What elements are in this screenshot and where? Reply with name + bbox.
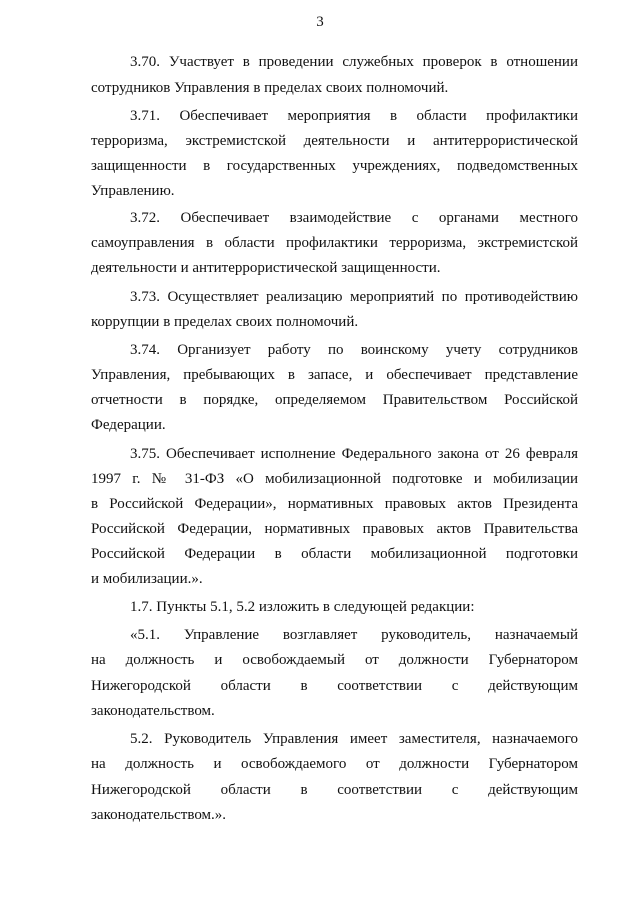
text-line: Нижегородской области в соответствии с действующим (91, 782, 578, 798)
text-line: и мобилизации.». (91, 571, 203, 587)
text-line: 1997 г. № 31-ФЗ «О мобилизационной подготовке и мобилизации (91, 471, 578, 487)
text-line: деятельности и антитеррористической защищенности. (91, 260, 441, 276)
text-line: 3.72. Обеспечивает взаимодействие с органами местного (130, 210, 578, 226)
text-line: законодательством.». (91, 807, 227, 823)
text-line: 3.75. Обеспечивает исполнение Федерального закона от 26 февраля (130, 446, 578, 462)
text-line: Управления, пребывающих в запасе, и обеспечивает представление (91, 367, 578, 383)
text-line: Российской Федерации, нормативных правовых актов Правительства (91, 521, 578, 537)
text-line: отчетности в порядке, определяемом Правительством Российской (91, 392, 578, 408)
text-line: на должность и освобождаемый от должности Губернатором (91, 652, 578, 668)
text-line: 3.73. Осуществляет реализацию мероприятий по противодействию (130, 289, 578, 305)
text-line: Российской Федерации в области мобилизационной подготовки (91, 546, 578, 562)
text-line: Нижегородской области в соответствии с действующим (91, 678, 578, 694)
text-line: Федерации. (91, 417, 166, 433)
text-line: защищенности в государственных учреждениях, подведомственных (91, 158, 578, 174)
page-number: 3 (316, 14, 324, 30)
text-line: на должность и освобождаемого от должности Губернатором (91, 756, 578, 772)
text-line: 3.71. Обеспечивает мероприятия в области профилактики (130, 108, 578, 124)
text-line: терроризма, экстремистской деятельности и антитеррористической (91, 133, 578, 149)
text-line: коррупции в пределах своих полномочий. (91, 314, 359, 330)
text-line: 3.70. Участвует в проведении служебных проверок в отношении (130, 54, 578, 70)
text-line: законодательством. (91, 703, 215, 719)
text-line: самоуправления в области профилактики терроризма, экстремистской (91, 235, 578, 251)
text-line: «5.1. Управление возглавляет руководитель, назначаемый (130, 627, 578, 643)
text-line: 5.2. Руководитель Управления имеет заместителя, назначаемого (130, 731, 578, 747)
text-line: 3.74. Организует работу по воинскому учету сотрудников (130, 342, 578, 358)
text-line: Управлению. (91, 183, 175, 199)
text-line: в Российской Федерации», нормативных правовых актов Президента (91, 496, 578, 512)
text-line: сотрудников Управления в пределах своих полномочий. (91, 80, 449, 96)
text-line: 1.7. Пункты 5.1, 5.2 изложить в следующей редакции: (130, 599, 475, 615)
